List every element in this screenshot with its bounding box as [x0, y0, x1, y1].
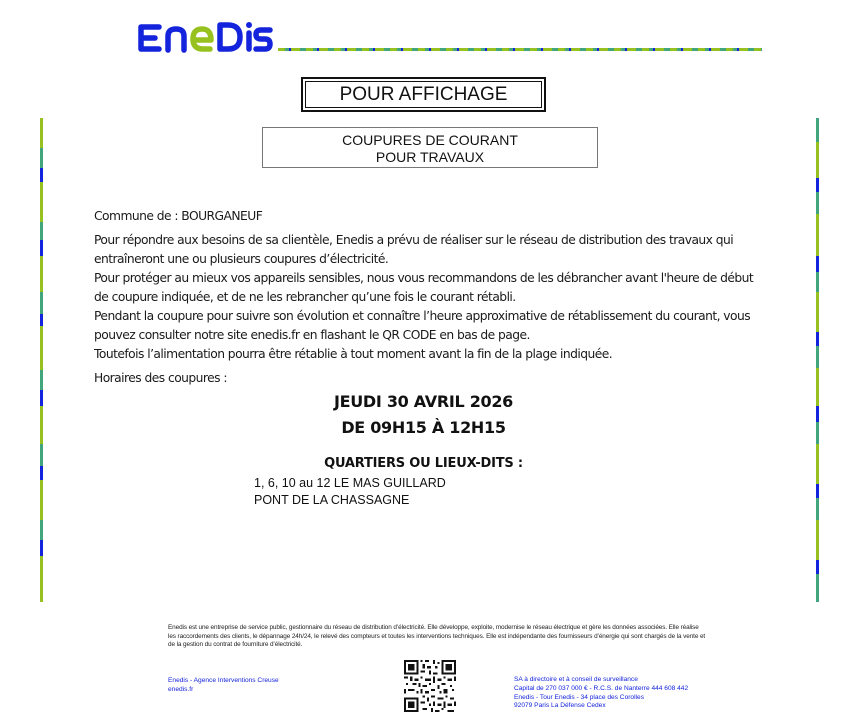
horaires-label: Horaires des coupures : [94, 371, 227, 385]
company-line: Capital de 270 037 000 € - R.C.S. de Nanterre 444 608 442 [514, 684, 689, 692]
notice-paragraphs [94, 231, 754, 364]
legal-notice: Enedis est une entreprise de service public, gestionnaire du réseau de distribution d’électricité. Elle développe, exploite, modernise le réseau électrique et gère les données associées. Elle réalise les raccordements des clients, le dépannage 24h/24, le relevé des compteurs et toutes les interventions techniques. Elle est indépendante des fournisseurs d’énergie qui sont chargés de la vente et de la gestion du contrat de fourniture d’électricité. [168, 624, 706, 649]
qr-code-icon[interactable] [404, 660, 456, 712]
paragraph-1: Pour répondre aux besoins de sa clientèle, Enedis a prévu de réaliser sur le réseau de distribution des travaux qui entraîneront une ou plusieurs coupures d’électricité. [94, 233, 734, 266]
commune-line: Commune de : BOURGANEUF [94, 209, 263, 223]
quartiers-title: QUARTIERS OU LIEUX-DITS : [324, 456, 523, 471]
address-item: 1, 6, 10 au 12 LE MAS GUILLARD [254, 476, 446, 490]
paragraph-3: Pendant la coupure pour suivre son évolution et connaître l’heure approximative de rétablissement du courant, vous pouvez consulter notre site enedis.fr en flashant le QR CODE en bas de page. [94, 309, 751, 342]
website-link[interactable]: enedis.fr [168, 686, 194, 693]
pour-affichage-box [301, 77, 546, 112]
agency-info [168, 676, 279, 694]
company-line: SA à directoire et à conseil de surveillance [514, 676, 638, 683]
company-line: 92079 Paris La Défense Cedex [514, 702, 606, 710]
outage-date: JEUDI 30 AVRIL 2026 [333, 392, 514, 411]
enedis-logo [135, 20, 275, 56]
header-rule [278, 48, 762, 51]
agency-name: Enedis - Agence Interventions Creuse [168, 677, 279, 684]
address-item: PONT DE LA CHASSAGNE [254, 493, 410, 507]
address-list [254, 475, 446, 509]
paragraph-4: Toutefois l’alimentation pourra être rétablie à tout moment avant la fin de la plage indiquée. [94, 347, 613, 361]
right-border-decoration [816, 118, 819, 602]
left-border-decoration [40, 118, 43, 602]
notice-title-line1: COUPURES DE COURANT [342, 132, 518, 148]
notice-title-box [262, 127, 598, 168]
company-info [514, 676, 688, 711]
pour-affichage-label: POUR AFFICHAGE [305, 81, 542, 108]
notice-title-line2: POUR TRAVAUX [375, 149, 485, 165]
outage-time: DE 09H15 À 12H15 [341, 418, 506, 437]
company-line: Enedis - Tour Enedis - 34 place des Corolles [514, 693, 644, 701]
paragraph-2: Pour protéger au mieux vos appareils sensibles, nous vous recommandons de les débrancher avant l'heure de début de coupure indiquée, et de ne les rebrancher qu’une fois le courant rétabli. [94, 271, 754, 304]
